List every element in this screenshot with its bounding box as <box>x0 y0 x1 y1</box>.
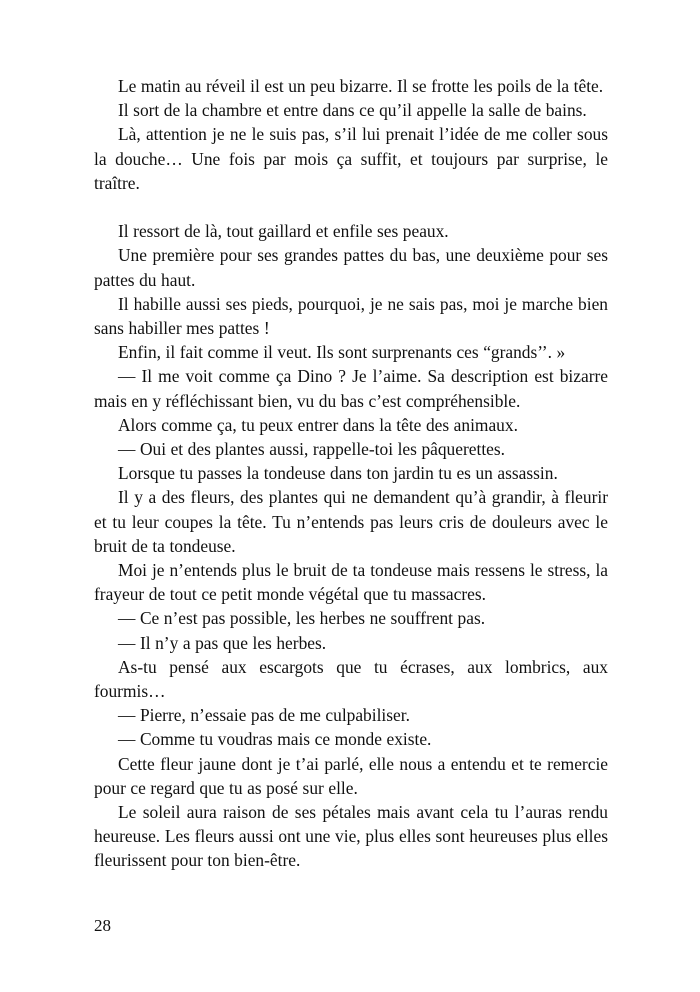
paragraph: — Pierre, n’essaie pas de me culpabiliser. <box>118 705 410 726</box>
paragraph: — Il me voit comme ça Dino ? Je l’aime. Sa description est bizarre mais en y réfléchissant bien, vu du bas c’est compréhensible. <box>94 366 608 411</box>
paragraph: — Comme tu voudras mais ce monde existe. <box>118 729 432 750</box>
paragraph: — Il n’y a pas que les herbes. <box>118 632 327 653</box>
page-number: 28 <box>94 916 111 935</box>
paragraph: Il y a des fleurs, des plantes qui ne demandent qu’à grandir, à fleurir et tu leur coupes la tête. Tu n’entends pas leurs cris de douleurs avec le bruit de ta tondeuse. <box>94 487 608 556</box>
paragraph: Il ressort de là, tout gaillard et enfile ses peaux. <box>118 221 449 242</box>
paragraph: As-tu pensé aux escargots que tu écrases, aux lombrics, aux fourmis… <box>94 656 608 702</box>
paragraph: Il sort de la chambre et entre dans ce qu’il appelle la salle de bains. <box>118 100 587 121</box>
body-text <box>94 74 608 873</box>
paragraph: Le soleil aura raison de ses pétales mais avant cela tu l’auras rendu heureuse. Les fleurs aussi ont une vie, plus elles sont heureuses plus elles fleurissent pour ton bien-être. <box>94 802 608 871</box>
paragraph: Une première pour ses grandes pattes du bas, une deuxième pour ses pattes du haut. <box>94 245 608 290</box>
paragraph: Enfin, il fait comme il veut. Ils sont surprenants ces “grands’’. » <box>118 342 566 363</box>
paragraph: — Oui et des plantes aussi, rappelle-toi les pâquerettes. <box>118 439 505 460</box>
paragraph: Alors comme ça, tu peux entrer dans la tête des animaux. <box>118 414 518 435</box>
paragraph: Lorsque tu passes la tondeuse dans ton jardin tu es un assassin. <box>118 463 558 484</box>
paragraph: Il habille aussi ses pieds, pourquoi, je ne sais pas, moi je marche bien sans habiller mes pattes ! <box>94 293 608 339</box>
paragraph: Moi je n’entends plus le bruit de ta tondeuse mais ressens le stress, la frayeur de tout ce petit monde végétal que tu massacres. <box>94 560 608 605</box>
paragraph: Là, attention je ne le suis pas, s’il lui prenait l’idée de me coller sous la douche… Une fois par mois ça suffit, et toujours par surprise, le traître. <box>94 124 608 193</box>
paragraph-spacer <box>94 195 608 219</box>
paragraph: Le matin au réveil il est un peu bizarre. Il se frotte les poils de la tête. <box>118 76 604 96</box>
paragraph: Cette fleur jaune dont je t’ai parlé, elle nous a entendu et te remercie pour ce regard que tu as posé sur elle. <box>94 753 608 798</box>
paragraph: — Ce n’est pas possible, les herbes ne souffrent pas. <box>118 608 486 629</box>
